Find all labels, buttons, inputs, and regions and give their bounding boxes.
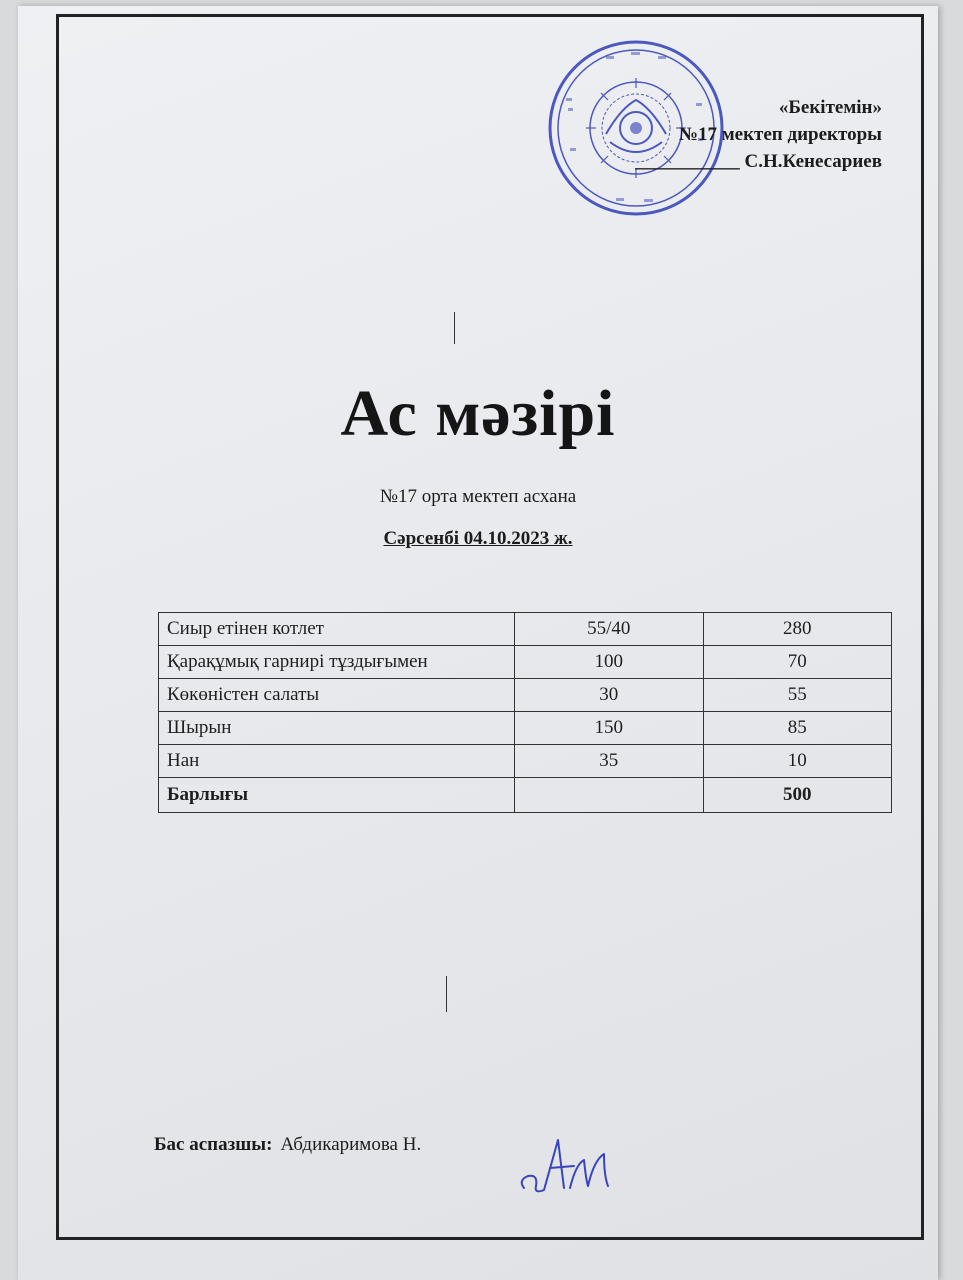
table-row <box>159 745 892 778</box>
table-row <box>159 613 892 646</box>
dish-weight: 30 <box>515 679 703 712</box>
menu-date: Сәрсенбі 04.10.2023 ж. <box>383 528 573 549</box>
margin-mark <box>454 312 455 344</box>
dish-weight: 55/40 <box>515 613 703 646</box>
dish-name: Көкөністен салаты <box>159 679 515 712</box>
total-row <box>159 778 892 813</box>
page-subtitle: №17 орта мектеп асхана <box>379 486 577 507</box>
table-row <box>159 679 892 712</box>
approval-heading: «Бекітемін» <box>778 97 882 118</box>
table-row <box>159 646 892 679</box>
head-chef-line <box>154 1134 421 1156</box>
dish-name: Шырын <box>159 712 515 745</box>
head-chef-label: Бас аспазшы: <box>154 1134 273 1155</box>
dish-price: 85 <box>703 712 891 745</box>
dish-name: Сиыр етінен котлет <box>159 613 515 646</box>
dish-name: Қарақұмық гарнирі тұздығымен <box>159 646 515 679</box>
dish-weight: 150 <box>515 712 703 745</box>
dish-price: 10 <box>703 745 891 778</box>
handwritten-signature <box>514 1130 614 1200</box>
dish-price: 70 <box>703 646 891 679</box>
dish-name: Нан <box>159 745 515 778</box>
total-label: Барлығы <box>159 778 515 813</box>
approval-signatory: ___________ С.Н.Кенесариев <box>635 151 882 172</box>
approval-block <box>635 94 882 175</box>
dish-price: 55 <box>703 679 891 712</box>
total-price: 500 <box>703 778 891 813</box>
approval-position: №17 мектеп директоры <box>678 124 882 145</box>
dish-weight: 100 <box>515 646 703 679</box>
dish-weight: 35 <box>515 745 703 778</box>
total-weight <box>515 778 703 813</box>
menu-table <box>158 612 892 813</box>
document-sheet <box>18 6 938 1280</box>
dish-price: 280 <box>703 613 891 646</box>
margin-mark <box>446 976 447 1012</box>
page-title: Ас мәзірі <box>340 377 616 450</box>
head-chef-name: Абдикаримова Н. <box>280 1134 422 1155</box>
table-row <box>159 712 892 745</box>
